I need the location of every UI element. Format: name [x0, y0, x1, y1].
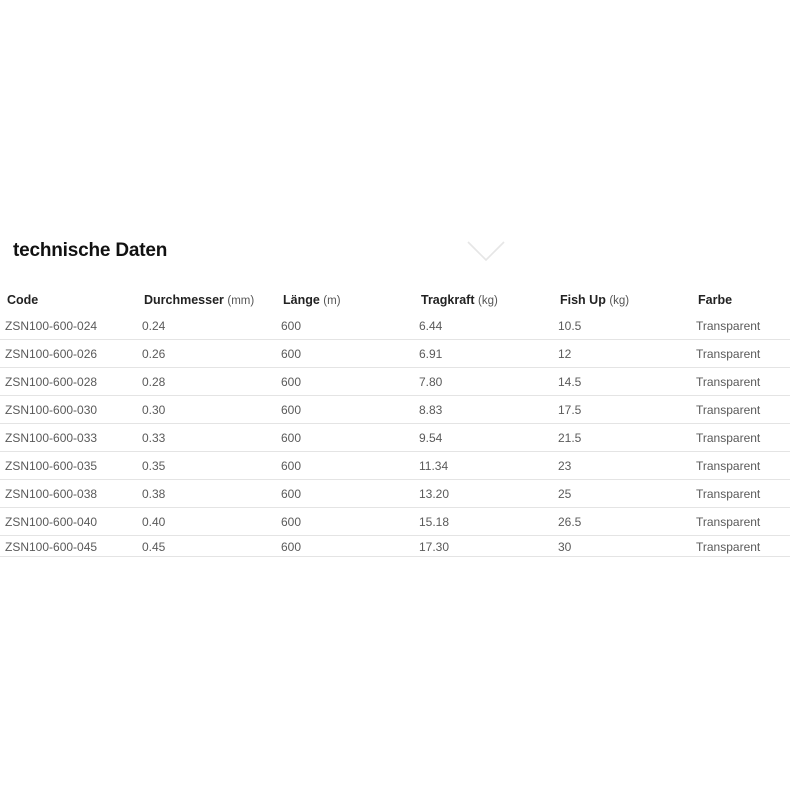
cell-code: ZSN100-600-033 — [0, 424, 140, 452]
cell-color: Transparent — [694, 536, 790, 557]
table-row — [0, 480, 790, 508]
cell-breaking-strength: 8.83 — [417, 396, 556, 424]
cell-code: ZSN100-600-026 — [0, 340, 140, 368]
cell-code: ZSN100-600-028 — [0, 368, 140, 396]
cell-fish-up: 12 — [556, 340, 694, 368]
table-row — [0, 368, 790, 396]
header-fish-up-unit: (kg) — [609, 295, 630, 307]
cell-code: ZSN100-600-024 — [0, 312, 140, 340]
table-row — [0, 312, 790, 340]
cell-diameter: 0.35 — [140, 452, 279, 480]
cell-color: Transparent — [694, 312, 790, 340]
cell-color: Transparent — [694, 340, 790, 368]
cell-diameter: 0.28 — [140, 368, 279, 396]
table-row — [0, 508, 790, 536]
cell-fish-up: 10.5 — [556, 312, 694, 340]
cell-diameter: 0.26 — [140, 340, 279, 368]
cell-length: 600 — [279, 368, 417, 396]
cell-color: Transparent — [694, 396, 790, 424]
cell-code: ZSN100-600-035 — [0, 452, 140, 480]
cell-length: 600 — [279, 312, 417, 340]
table-header-row — [0, 288, 790, 312]
cell-diameter: 0.24 — [140, 312, 279, 340]
cell-length: 600 — [279, 480, 417, 508]
cell-length: 600 — [279, 340, 417, 368]
cell-breaking-strength: 6.44 — [417, 312, 556, 340]
cell-diameter: 0.40 — [140, 508, 279, 536]
header-code: Code — [7, 293, 39, 307]
table-row — [0, 536, 790, 557]
cell-length: 600 — [279, 452, 417, 480]
table-body — [0, 312, 790, 557]
cell-breaking-strength: 15.18 — [417, 508, 556, 536]
table-row — [0, 424, 790, 452]
cell-length: 600 — [279, 536, 417, 557]
cell-length: 600 — [279, 396, 417, 424]
cell-fish-up: 21.5 — [556, 424, 694, 452]
tech-specs-table — [0, 288, 790, 557]
header-length-unit: (m) — [323, 295, 341, 307]
cell-color: Transparent — [694, 424, 790, 452]
cell-fish-up: 14.5 — [556, 368, 694, 396]
cell-breaking-strength: 9.54 — [417, 424, 556, 452]
chevron-down-icon[interactable] — [466, 240, 506, 262]
cell-breaking-strength: 17.30 — [417, 536, 556, 557]
section-title: technische Daten — [13, 240, 168, 261]
cell-breaking-strength: 13.20 — [417, 480, 556, 508]
cell-fish-up: 25 — [556, 480, 694, 508]
table-row — [0, 396, 790, 424]
header-length: Länge (m) — [283, 293, 341, 307]
cell-breaking-strength: 6.91 — [417, 340, 556, 368]
header-diameter: Durchmesser (mm) — [144, 293, 255, 307]
cell-color: Transparent — [694, 368, 790, 396]
cell-color: Transparent — [694, 452, 790, 480]
cell-color: Transparent — [694, 508, 790, 536]
cell-code: ZSN100-600-030 — [0, 396, 140, 424]
cell-breaking-strength: 7.80 — [417, 368, 556, 396]
header-diameter-unit: (mm) — [227, 295, 255, 307]
cell-fish-up: 23 — [556, 452, 694, 480]
header-color: Farbe — [698, 293, 733, 307]
cell-diameter: 0.38 — [140, 480, 279, 508]
cell-fish-up: 26.5 — [556, 508, 694, 536]
header-breaking-strength: Tragkraft (kg) — [421, 293, 498, 307]
cell-fish-up: 17.5 — [556, 396, 694, 424]
header-breaking-strength-unit: (kg) — [477, 295, 498, 307]
cell-diameter: 0.30 — [140, 396, 279, 424]
header-fish-up: Fish Up (kg) — [560, 293, 630, 307]
cell-length: 600 — [279, 424, 417, 452]
cell-code: ZSN100-600-040 — [0, 508, 140, 536]
cell-code: ZSN100-600-045 — [0, 536, 140, 557]
cell-diameter: 0.33 — [140, 424, 279, 452]
cell-color: Transparent — [694, 480, 790, 508]
cell-length: 600 — [279, 508, 417, 536]
cell-diameter: 0.45 — [140, 536, 279, 557]
cell-code: ZSN100-600-038 — [0, 480, 140, 508]
table-row — [0, 452, 790, 480]
table-row — [0, 340, 790, 368]
cell-breaking-strength: 11.34 — [417, 452, 556, 480]
cell-fish-up: 30 — [556, 536, 694, 557]
